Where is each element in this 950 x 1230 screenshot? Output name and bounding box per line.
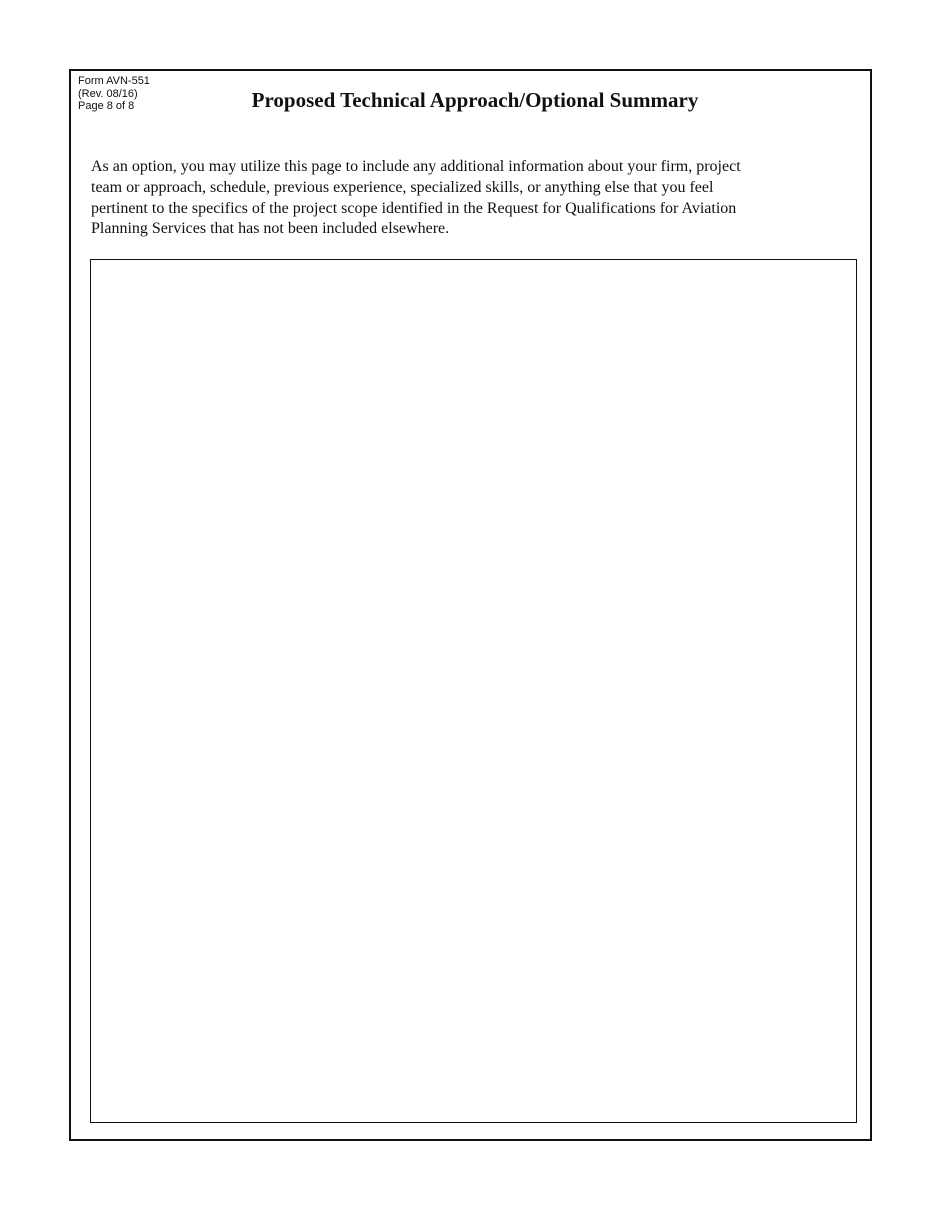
page-title: Proposed Technical Approach/Optional Summary (251, 88, 699, 112)
instructions-paragraph (91, 157, 831, 240)
page-number: Page 8 of 8 (78, 100, 135, 112)
form-revision: (Rev. 08/16) (78, 87, 138, 100)
instructions-line: As an option, you may utilize this page to include any additional information about your firm, project (91, 158, 741, 175)
optional-summary-field[interactable] (90, 259, 857, 1123)
form-number: Form AVN-551 (78, 75, 150, 87)
instructions-line: team or approach, schedule, previous experience, specialized skills, or anything else that you feel (91, 178, 714, 196)
instructions-line: Planning Services that has not been included elsewhere. (91, 220, 450, 238)
instructions-line: pertinent to the specifics of the project scope identified in the Request for Qualifications for Aviation (91, 199, 737, 217)
